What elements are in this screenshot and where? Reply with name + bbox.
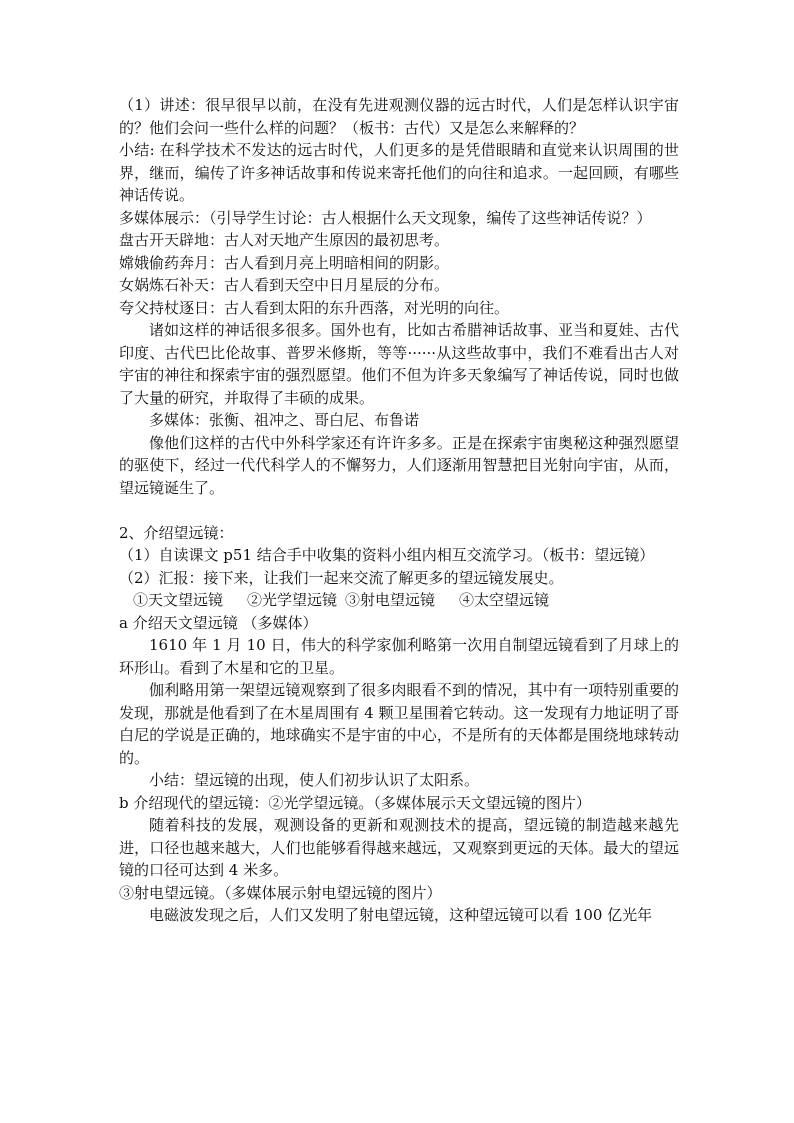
paragraph-self-study: （1）自读课文 p51 结合手中收集的资料小组内相互交流学习。（板书：望远镜） <box>119 546 655 564</box>
paragraph-galileo-discovery: 伽利略用第一架望远镜观察到了很多肉眼看不到的情况，其中有一项特别重要的发现，那就是他看到了在木星周围有 4 颗卫星围着它转动。这一发现有力地证明了哥白尼的学说是正确的，地球确实不是宇宙的中心，不是所有的天体都是围绕地球转动的。 <box>119 681 679 767</box>
telescope-type-list <box>119 589 679 612</box>
paragraph-summary-myths: 小结: 在科学技术不发达的远古时代，人们更多的是凭借眼睛和直觉来认识周围的世界，继而，编传了许多神话故事和传说来寄托他们的向往和追求。一起回顾，有哪些神话传说。 <box>119 141 679 204</box>
paragraph-multimedia-scientists: 多媒体：张衡、祖冲之、哥白尼、布鲁诺 <box>149 411 420 429</box>
myth-change: 嫦娥偷药奔月：古人看到月亮上明暗相间的阴影。 <box>119 253 450 272</box>
paragraph-telescope-born: 像他们这样的古代中外科学家还有许许多多。正是在探索宇宙奥秘这种强烈愿望的驱使下，经过一代代科学人的不懈努力，人们逐渐用智慧把目光射向宇宙，从而，望远镜诞生了。 <box>119 433 679 497</box>
telescope-type-optical: ②光学望远镜 <box>247 591 338 609</box>
paragraph-radio-telescope: 电磁波发现之后，人们又发明了射电望远镜，这种望远镜可以看 100 亿光年 <box>149 906 653 924</box>
paragraph-summary-solar-system: 小结：望远镜的出现，使人们初步认识了太阳系。 <box>149 771 480 789</box>
paragraph-modern-development: 随着科技的发展，观测设备的更新和观测技术的提高，望远镜的制造越来越先进，口径也越来越大，人们也能够看得越来越远，又观察到更远的天体。最大的望远镜的口径可达到 4 米多。 <box>119 816 679 879</box>
section-heading-telescope: 2、介绍望远镜： <box>119 523 234 542</box>
blank-line <box>119 499 679 522</box>
myth-kuafu: 夸父持杖逐日：古人看到太阳的东升西落，对光明的向往。 <box>119 298 510 317</box>
telescope-type-radio: ③射电望远镜 <box>345 591 436 609</box>
subheading-astronomical-telescope: a 介绍天文望远镜 （多媒体） <box>119 613 318 632</box>
subheading-radio-telescope: ③射电望远镜。（多媒体展示射电望远镜的图片） <box>119 883 442 902</box>
paragraph-galileo-1610: 1610 年 1 月 10 日，伟大的科学家伽利略第一次用自制望远镜看到了月球上的环形山。看到了木星和它的卫星。 <box>119 636 679 677</box>
subheading-modern-telescope: b 介绍现代的望远镜：②光学望远镜。（多媒体展示天文望远镜的图片） <box>119 793 591 812</box>
paragraph-report: （2）汇报：接下来，让我们一起来交流了解更多的望远镜发展史。 <box>119 568 564 587</box>
paragraph-multimedia-display: 多媒体展示：（引导学生讨论：古人根据什么天文现象，编传了这些神话传说？） <box>119 208 652 227</box>
myth-pangu: 盘古开天辟地：古人对天地产生原因的最初思考。 <box>119 231 450 249</box>
paragraph-lecture-intro: （1）讲述：很早很早以前，在没有先进观测仪器的远古时代，人们是怎样认识宇宙的？他们会问一些什么样的问题？（板书：古代）又是怎么来解释的？ <box>119 96 679 137</box>
document-page <box>119 94 679 927</box>
paragraph-foreign-myths: 诸如这样的神话很多很多。国外也有，比如古希腊神话故事、亚当和夏娃、古代印度、古代巴比伦故事、普罗米修斯，等等······从这些故事中，我们不难看出古人对宇宙的神往和探索宇宙的强烈愿望。他们不但为许多天象编写了神话传说，同时也做了大量的研究，并取得了丰硕的成果。 <box>119 321 679 407</box>
myth-nvwa: 女娲炼石补天：古人看到天空中日月星辰的分布。 <box>119 276 450 294</box>
telescope-type-space: ④太空望远镜 <box>459 591 550 609</box>
telescope-type-astronomical: ①天文望远镜 <box>133 591 224 609</box>
